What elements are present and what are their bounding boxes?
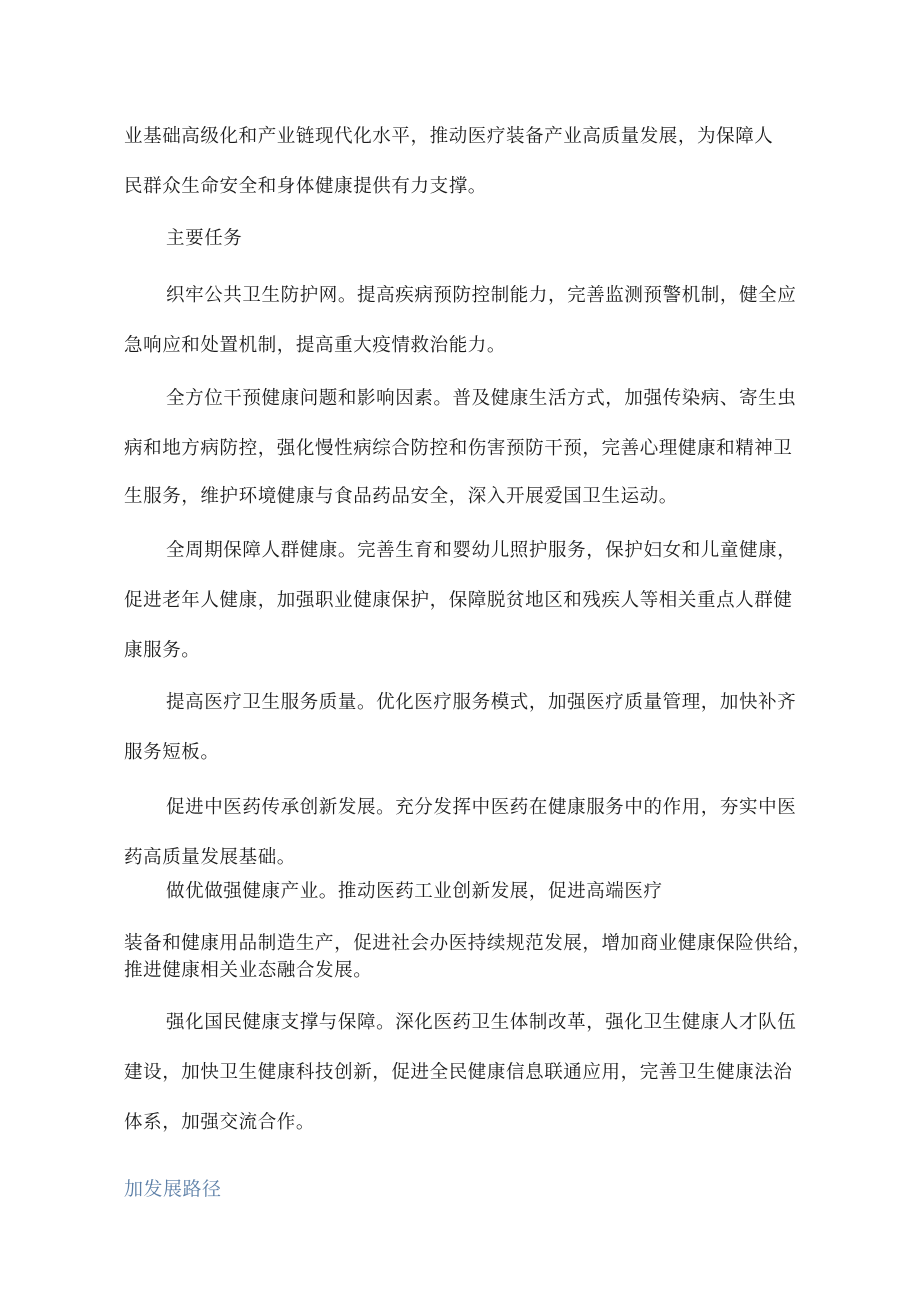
paragraph-line: 促进中医药传承创新发展。充分发挥中医药在健康服务中的作用，夯实中医 — [166, 797, 797, 818]
paragraph-line: 全方位干预健康问题和影响因素。普及健康生活方式，加强传染病、寄生虫 — [166, 388, 797, 409]
paragraph-line: 强化国民健康支撑与保障。深化医药卫生体制改革，强化卫生健康人才队伍 — [166, 1012, 797, 1033]
paragraph-line: 建设，加快卫生健康科技创新，促进全民健康信息联通应用，完善卫生健康法治 — [124, 1062, 793, 1083]
paragraph-line: 业基础高级化和产业链现代化水平，推动医疗装备产业高质量发展，为保障人 — [124, 126, 774, 147]
paragraph-line: 推进健康相关业态融合发展。 — [124, 960, 373, 981]
paragraph-line: 织牢公共卫生防护网。提高疾病预防控制能力，完善监测预警机制，健全应 — [166, 285, 797, 306]
paragraph-line: 病和地方病防控，强化慢性病综合防控和伤害预防干预，完善心理健康和精神卫 — [124, 438, 793, 459]
paragraph-line: 全周期保障人群健康。完善生育和婴幼儿照护服务，保护妇女和儿童健康， — [166, 540, 797, 561]
paragraph-line: 促进老年人健康，加强职业健康保护，保障脱贫地区和残疾人等相关重点人群健 — [124, 590, 793, 611]
paragraph-line: 生服务，维护环境健康与食品药品安全，深入开展爱国卫生运动。 — [124, 486, 678, 507]
paragraph-line: 康服务。 — [124, 640, 201, 661]
paragraph-line: 急响应和处置机制，提高重大疫情救治能力。 — [124, 335, 507, 356]
paragraph-line: 服务短板。 — [124, 742, 220, 763]
section-heading: 主要任务 — [166, 228, 243, 249]
footer-link[interactable]: 加发展路径 — [124, 1178, 222, 1200]
paragraph-line: 装备和健康用品制造生产，促进社会办医持续规范发展，增加商业健康保险供给， — [124, 933, 812, 954]
paragraph-line: 体系，加强交流合作。 — [124, 1112, 316, 1133]
paragraph-line: 药高质量发展基础。 — [124, 847, 296, 868]
paragraph-line: 提高医疗卫生服务质量。优化医疗服务模式，加强医疗质量管理，加快补齐 — [166, 692, 797, 713]
paragraph-line: 做优做强健康产业。推动医药工业创新发展，促进高端医疗 — [166, 881, 663, 902]
paragraph-line: 民群众生命安全和身体健康提供有力支撑。 — [124, 176, 487, 197]
